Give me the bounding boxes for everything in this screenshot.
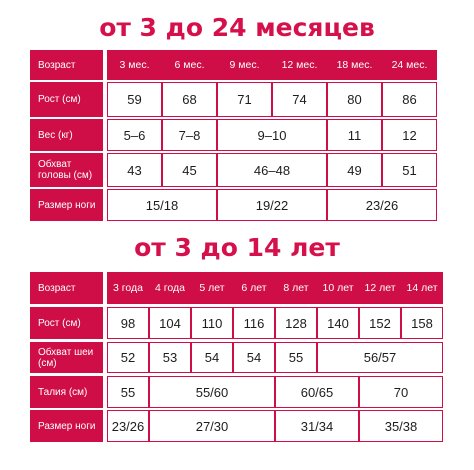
row-label: Обхват головы (см) — [30, 153, 103, 187]
row-label: Вес (кг) — [30, 119, 103, 151]
table-cell: 53 — [149, 342, 191, 373]
age-header: 6 мес. — [162, 50, 217, 80]
table-cell: 98 — [107, 307, 149, 339]
age-header: 18 мес. — [327, 50, 382, 80]
row-label: Обхват шеи (см) — [30, 342, 103, 373]
table-cell: 86 — [382, 82, 437, 117]
age-header: 12 лет — [359, 272, 401, 304]
table-cell: 70 — [359, 376, 443, 408]
title-months: от 3 до 24 месяцев — [99, 13, 375, 42]
table-cell: 158 — [401, 307, 443, 339]
row-label: Рост (см) — [30, 307, 103, 339]
table-cell: 35/38 — [359, 410, 443, 442]
table-cell: 19/22 — [217, 189, 327, 221]
age-header: 10 лет — [317, 272, 359, 304]
table-cell: 59 — [107, 82, 162, 117]
age-header: 24 мес. — [382, 50, 437, 80]
row-label: Талия (см) — [30, 376, 103, 408]
table-cell: 110 — [191, 307, 233, 339]
age-header: 14 лет — [401, 272, 443, 304]
table-cell: 104 — [149, 307, 191, 339]
table-cell: 116 — [233, 307, 275, 339]
table-cell: 68 — [162, 82, 217, 117]
table-cell: 140 — [317, 307, 359, 339]
row-label: Рост (см) — [30, 82, 103, 117]
title-years: от 3 до 14 лет — [134, 233, 340, 262]
age-header-label: Возраст — [30, 50, 103, 80]
table-cell: 52 — [107, 342, 149, 373]
table-cell: 74 — [272, 82, 327, 117]
table-cell: 49 — [327, 153, 382, 187]
table-cell: 55/60 — [149, 376, 275, 408]
table-cell: 15/18 — [107, 189, 217, 221]
age-header: 4 года — [149, 272, 191, 304]
table-cell: 23/26 — [107, 410, 149, 442]
table-cell: 54 — [233, 342, 275, 373]
table-cell: 80 — [327, 82, 382, 117]
age-header-label: Возраст — [30, 272, 103, 304]
table-cell: 55 — [107, 376, 149, 408]
table-cell: 9–10 — [217, 119, 327, 151]
table-cell: 46–48 — [217, 153, 327, 187]
age-header: 5 лет — [191, 272, 233, 304]
age-header: 6 лет — [233, 272, 275, 304]
table-cell: 12 — [382, 119, 437, 151]
row-label: Размер ноги — [30, 189, 103, 221]
table-cell: 54 — [191, 342, 233, 373]
table-cell: 5–6 — [107, 119, 162, 151]
table-cell: 11 — [327, 119, 382, 151]
table-cell: 56/57 — [317, 342, 443, 373]
table-cell: 128 — [275, 307, 317, 339]
table-cell: 55 — [275, 342, 317, 373]
table-cell: 60/65 — [275, 376, 359, 408]
age-header: 9 мес. — [217, 50, 272, 80]
age-header: 8 лет — [275, 272, 317, 304]
table-cell: 43 — [107, 153, 162, 187]
table-cell: 51 — [382, 153, 437, 187]
table-cell: 27/30 — [149, 410, 275, 442]
row-label: Размер ноги — [30, 410, 103, 442]
table-cell: 152 — [359, 307, 401, 339]
table-cell: 7–8 — [162, 119, 217, 151]
table-cell: 31/34 — [275, 410, 359, 442]
table-cell: 45 — [162, 153, 217, 187]
age-header: 12 мес. — [272, 50, 327, 80]
age-header: 3 года — [107, 272, 149, 304]
table-cell: 23/26 — [327, 189, 437, 221]
table-cell: 71 — [217, 82, 272, 117]
age-header: 3 мес. — [107, 50, 162, 80]
